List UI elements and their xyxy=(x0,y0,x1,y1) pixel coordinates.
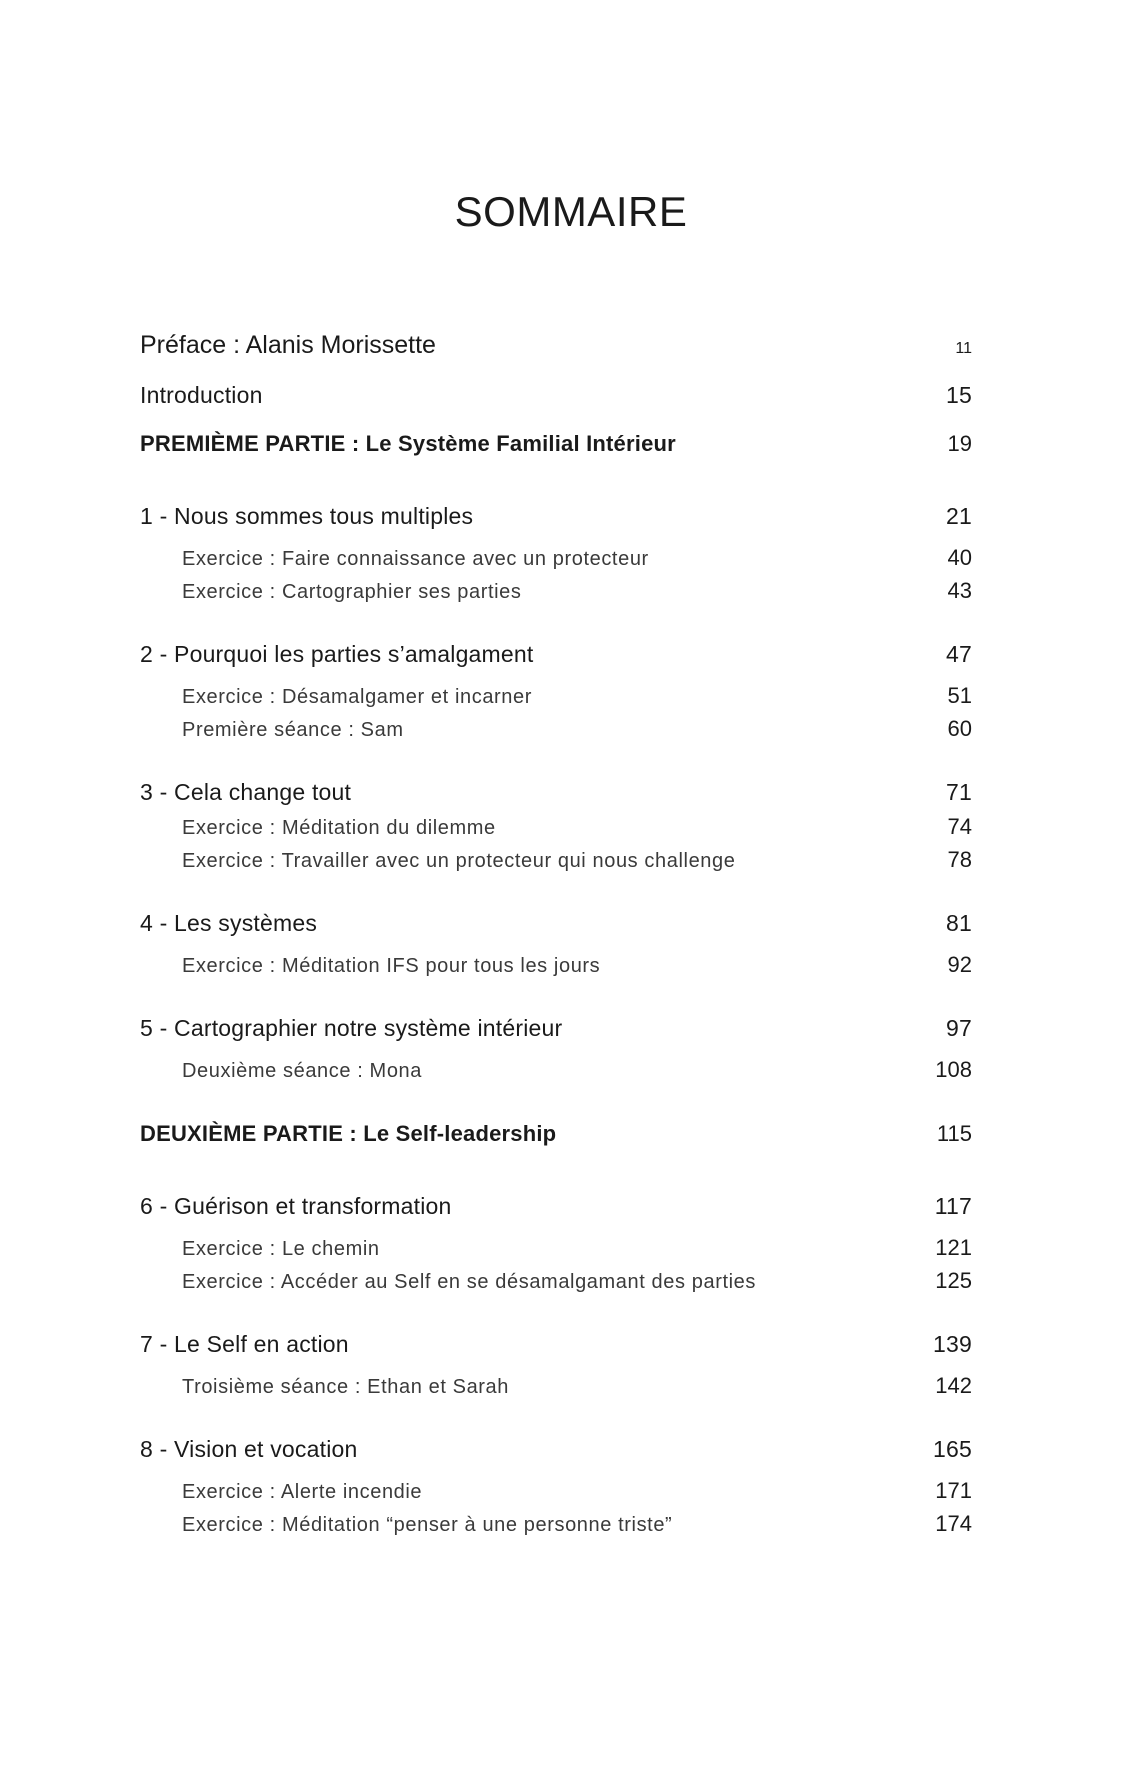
toc-entry-preface[interactable] xyxy=(140,331,972,360)
toc-subentry[interactable] xyxy=(140,578,972,604)
toc-subentry[interactable] xyxy=(140,1057,972,1083)
toc-subentry[interactable] xyxy=(140,683,972,709)
toc-entry-label: Exercice : Travailler avec un protecteur qui nous challenge xyxy=(182,850,736,872)
toc-chapter-1[interactable] xyxy=(140,503,972,530)
toc-subentry[interactable] xyxy=(140,952,972,978)
toc-chapter-3[interactable] xyxy=(140,779,972,806)
toc-entry-label: Exercice : Alerte incendie xyxy=(182,1481,423,1503)
toc-entry-label: Première séance : Sam xyxy=(182,719,404,741)
toc-entry-label: 8 - Vision et vocation xyxy=(140,1436,358,1462)
toc-chapter-4[interactable] xyxy=(140,910,972,937)
toc-entry-label: Exercice : Faire connaissance avec un protecteur xyxy=(182,548,649,570)
toc-entry-label: Exercice : Désamalgamer et incarner xyxy=(182,686,533,708)
toc-subentry[interactable] xyxy=(140,1268,972,1294)
toc-entry-page: 43 xyxy=(947,578,972,603)
toc-entry-label: 7 - Le Self en action xyxy=(140,1331,349,1357)
toc-entry-page: 142 xyxy=(935,1373,972,1398)
toc-entry-label: Préface : Alanis Morissette xyxy=(140,331,436,359)
toc-entry-label: Exercice : Accéder au Self en se désamalgamant des parties xyxy=(182,1271,756,1293)
toc-subentry[interactable] xyxy=(140,1373,972,1399)
toc-entry-label: 4 - Les systèmes xyxy=(140,910,318,936)
toc-entry-label: 3 - Cela change tout xyxy=(140,779,352,805)
toc-chapter-5[interactable] xyxy=(140,1015,972,1042)
toc-entry-page: 60 xyxy=(947,716,972,741)
toc-entry-page: 19 xyxy=(947,431,972,456)
toc-entry-page: 165 xyxy=(933,1436,972,1462)
toc-chapter-7[interactable] xyxy=(140,1331,972,1358)
toc-entry-label: DEUXIÈME PARTIE : Le Self-leadership xyxy=(140,1121,557,1146)
toc-entry-page: 115 xyxy=(936,1121,972,1146)
toc-entry-page: 121 xyxy=(935,1235,972,1260)
toc-entry-page: 78 xyxy=(947,847,972,872)
toc-entry-page: 21 xyxy=(946,503,972,529)
toc-subentry[interactable] xyxy=(140,716,972,742)
toc-entry-page: 40 xyxy=(947,545,972,570)
toc-entry-page: 174 xyxy=(935,1511,972,1536)
toc-entry-label: Deuxième séance : Mona xyxy=(182,1060,422,1082)
toc-entry-label: PREMIÈME PARTIE : Le Système Familial Intérieur xyxy=(140,431,676,456)
toc-entry-page: 15 xyxy=(946,382,972,408)
toc-entry-label: 5 - Cartographier notre système intérieur xyxy=(140,1015,563,1041)
toc-entry-page: 108 xyxy=(935,1057,972,1082)
toc-entry-page: 171 xyxy=(935,1478,972,1503)
toc-entry-label: Exercice : Méditation du dilemme xyxy=(182,817,496,839)
page-title: SOMMAIRE xyxy=(454,188,688,235)
toc-entry-page: 125 xyxy=(935,1268,972,1293)
toc-entry-label: Troisième séance : Ethan et Sarah xyxy=(182,1376,509,1398)
toc-entry-label: Exercice : Méditation “penser à une personne triste” xyxy=(182,1514,673,1536)
toc-entry-page: 97 xyxy=(946,1015,972,1041)
toc-entry-page: 139 xyxy=(933,1331,972,1357)
toc-entry-page: 47 xyxy=(946,641,972,667)
toc-subentry[interactable] xyxy=(140,847,972,873)
toc-part-one[interactable] xyxy=(140,431,972,457)
toc-subentry[interactable] xyxy=(140,1235,972,1261)
toc-chapter-8[interactable] xyxy=(140,1436,972,1463)
toc-subentry[interactable] xyxy=(140,1511,972,1537)
toc-entry-label: Exercice : Cartographier ses parties xyxy=(182,581,522,603)
toc-entry-page: 74 xyxy=(947,814,972,839)
toc-subentry[interactable] xyxy=(140,1478,972,1504)
toc-part-two[interactable] xyxy=(140,1121,972,1147)
toc-subentry[interactable] xyxy=(140,814,972,840)
toc-entry-label: Exercice : Méditation IFS pour tous les jours xyxy=(182,955,601,977)
toc-entry-page: 71 xyxy=(946,779,972,805)
toc-entry-label: Introduction xyxy=(140,382,263,408)
toc-subentry[interactable] xyxy=(140,545,972,571)
toc-entry-page: 11 xyxy=(955,340,972,357)
toc-chapter-6[interactable] xyxy=(140,1193,972,1220)
toc-chapter-2[interactable] xyxy=(140,641,972,668)
toc-entry-page: 117 xyxy=(934,1193,972,1219)
toc-entry-page: 51 xyxy=(947,683,972,708)
toc-entry-label: 2 - Pourquoi les parties s’amalgament xyxy=(140,641,534,667)
toc-entry-label: 1 - Nous sommes tous multiples xyxy=(140,503,474,529)
toc-entry-label: 6 - Guérison et transformation xyxy=(140,1193,452,1219)
toc-entry-label: Exercice : Le chemin xyxy=(182,1238,380,1260)
toc-entry-introduction[interactable] xyxy=(140,382,972,409)
toc-entry-page: 81 xyxy=(946,910,972,936)
toc-entry-page: 92 xyxy=(947,952,972,977)
